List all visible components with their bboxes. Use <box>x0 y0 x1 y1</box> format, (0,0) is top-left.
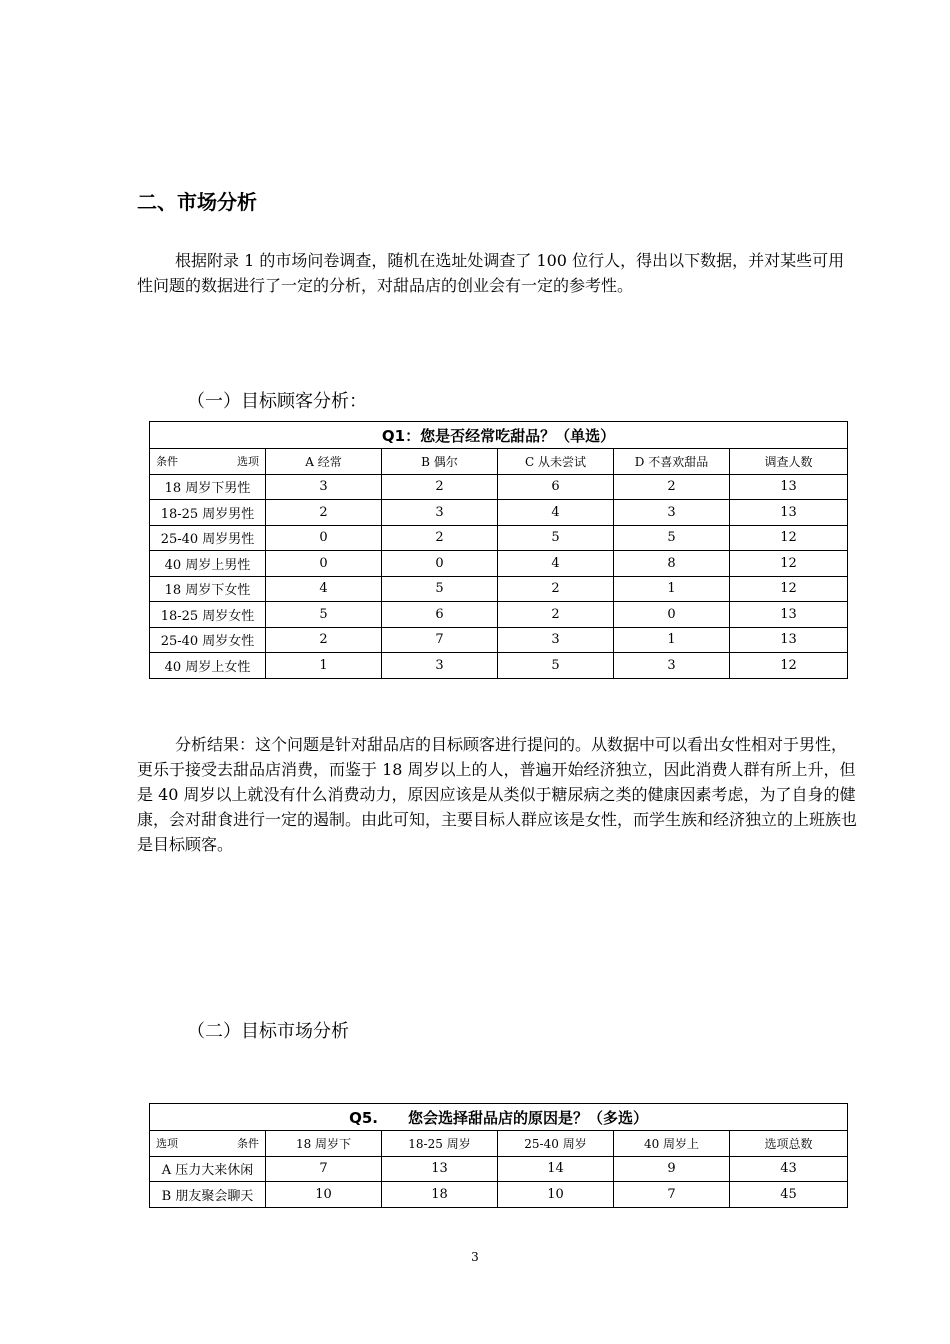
table-row <box>150 576 848 602</box>
table-cell: 2 <box>614 474 730 500</box>
table-cell: 0 <box>614 602 730 628</box>
table-cell: 3 <box>382 500 498 526</box>
table-cell: 3 <box>614 653 730 679</box>
row-label: 40 周岁上男性 <box>150 551 266 577</box>
table-row <box>150 602 848 628</box>
corner-left: 条件 <box>156 455 178 469</box>
table-cell: 7 <box>614 1182 730 1208</box>
table-row <box>150 627 848 653</box>
table-cell: 3 <box>382 653 498 679</box>
analysis-text: 分析结果：这个问题是针对甜品店的目标顾客进行提问的。从数据中可以看出女性相对于男性，更乐于接受去甜品店消费，而鉴于 18 周岁以上的人，普遍开始经济独立，因此消费人群有所上升，但是 40 周岁以上就没有什么消费动力，原因应该是从类似于糖尿病之类的健康因素考虑，为了自身的健康，会对甜食进行一定的遏制。由此可知，主要目标人群应该是女性，而学生族和经济独立的上班族也是目标顾客。 <box>137 735 858 854</box>
table-cell: 2 <box>266 500 382 526</box>
table-cell: 13 <box>730 500 848 526</box>
intro-paragraph <box>137 248 859 298</box>
table-corner-header <box>150 1131 266 1157</box>
table-row <box>150 551 848 577</box>
subsection-title-target-customers: （一）目标顾客分析： <box>187 391 367 412</box>
column-header: B 偶尔 <box>382 449 498 475</box>
table-cell: 5 <box>498 525 614 551</box>
row-label: 25-40 周岁女性 <box>150 627 266 653</box>
table-cell: 43 <box>730 1156 848 1182</box>
table-row <box>150 653 848 679</box>
table-cell: 5 <box>498 653 614 679</box>
table-title: Q5. 您会选择甜品店的原因是？（多选） <box>150 1104 848 1131</box>
table-cell: 2 <box>266 627 382 653</box>
row-label: A 压力大来休闲 <box>150 1156 266 1182</box>
section-title: 二、市场分析 <box>137 190 257 214</box>
table-row <box>150 500 848 526</box>
table-cell: 0 <box>266 525 382 551</box>
table-row <box>150 525 848 551</box>
q1-survey-table <box>149 421 848 679</box>
table-cell: 8 <box>614 551 730 577</box>
table-corner-header <box>150 449 266 475</box>
column-header: D 不喜欢甜品 <box>614 449 730 475</box>
row-label: B 朋友聚会聊天 <box>150 1182 266 1208</box>
analysis-paragraph <box>137 732 859 857</box>
table-cell: 2 <box>382 525 498 551</box>
row-label: 18-25 周岁男性 <box>150 500 266 526</box>
table-cell: 3 <box>614 500 730 526</box>
subsection-title-target-market: （二）目标市场分析 <box>187 1021 349 1042</box>
table-cell: 12 <box>730 576 848 602</box>
column-header: 18 周岁下 <box>266 1131 382 1157</box>
table-cell: 13 <box>730 627 848 653</box>
table-row <box>150 1182 848 1208</box>
table-cell: 4 <box>498 500 614 526</box>
row-label: 40 周岁上女性 <box>150 653 266 679</box>
table-cell: 12 <box>730 525 848 551</box>
table-cell: 3 <box>266 474 382 500</box>
table-row <box>150 474 848 500</box>
table-cell: 9 <box>614 1156 730 1182</box>
table-cell: 12 <box>730 653 848 679</box>
table-cell: 5 <box>382 576 498 602</box>
column-header: 40 周岁上 <box>614 1131 730 1157</box>
table-cell: 1 <box>614 576 730 602</box>
table-row <box>150 1156 848 1182</box>
table-cell: 45 <box>730 1182 848 1208</box>
table-cell: 2 <box>382 474 498 500</box>
table-cell: 2 <box>498 576 614 602</box>
table-cell: 5 <box>266 602 382 628</box>
table-cell: 12 <box>730 551 848 577</box>
table-cell: 4 <box>498 551 614 577</box>
table-cell: 10 <box>266 1182 382 1208</box>
table-cell: 6 <box>382 602 498 628</box>
table-cell: 5 <box>614 525 730 551</box>
column-header: 选项总数 <box>730 1131 848 1157</box>
row-label: 18 周岁下男性 <box>150 474 266 500</box>
row-label: 18-25 周岁女性 <box>150 602 266 628</box>
table-cell: 1 <box>614 627 730 653</box>
table-title: Q1：您是否经常吃甜品？（单选） <box>150 422 848 449</box>
row-label: 25-40 周岁男性 <box>150 525 266 551</box>
table-cell: 7 <box>382 627 498 653</box>
table-cell: 1 <box>266 653 382 679</box>
table-cell: 13 <box>730 602 848 628</box>
intro-text: 根据附录 1 的市场问卷调查，随机在选址处调查了 100 位行人，得出以下数据，并对某些可用性问题的数据进行了一定的分析，对甜品店的创业会有一定的参考性。 <box>137 251 845 295</box>
table-cell: 13 <box>730 474 848 500</box>
column-header: 18-25 周岁 <box>382 1131 498 1157</box>
table-cell: 7 <box>266 1156 382 1182</box>
table-cell: 0 <box>266 551 382 577</box>
table-cell: 4 <box>266 576 382 602</box>
table-cell: 3 <box>498 627 614 653</box>
table-cell: 6 <box>498 474 614 500</box>
corner-left: 选项 <box>156 1137 178 1151</box>
table-cell: 10 <box>498 1182 614 1208</box>
corner-right: 条件 <box>237 1137 259 1151</box>
column-header: A 经常 <box>266 449 382 475</box>
table-cell: 0 <box>382 551 498 577</box>
column-header: 25-40 周岁 <box>498 1131 614 1157</box>
row-label: 18 周岁下女性 <box>150 576 266 602</box>
column-header: C 从未尝试 <box>498 449 614 475</box>
column-header: 调查人数 <box>730 449 848 475</box>
q5-survey-table <box>149 1103 848 1208</box>
table-cell: 2 <box>498 602 614 628</box>
table-cell: 18 <box>382 1182 498 1208</box>
page-number: 3 <box>471 1250 479 1264</box>
table-cell: 13 <box>382 1156 498 1182</box>
corner-right: 选项 <box>237 455 259 469</box>
table-cell: 14 <box>498 1156 614 1182</box>
